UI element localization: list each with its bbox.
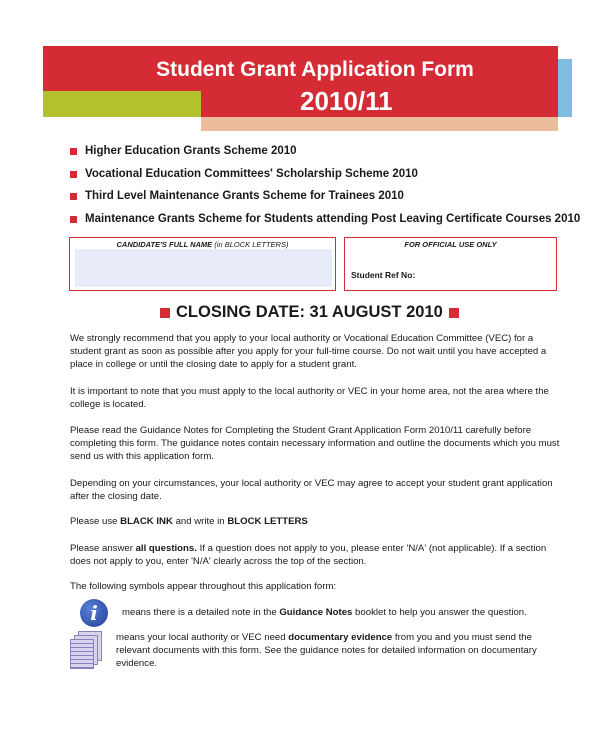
symbols-intro-paragraph: The following symbols appear throughout this application form: bbox=[70, 581, 337, 592]
red-square-bullet-icon bbox=[70, 216, 77, 223]
intro-paragraph: We strongly recommend that you apply to your local authority or Vocational Education Committee (VEC) for a student grant as soon as possible after you apply for your full-time course. Do not wait until you have accepted a place in college or until the closing date to apply for a student grant. bbox=[70, 333, 547, 370]
scheme-item: Vocational Education Committees' Scholarship Scheme 2010 bbox=[70, 168, 580, 191]
info-symbol-description: means there is a detailed note in the Guidance Notes booklet to help you answer the question. bbox=[122, 607, 527, 618]
official-use-label: FOR OFFICIAL USE ONLY bbox=[404, 240, 497, 249]
scheme-item: Third Level Maintenance Grants Scheme for Trainees 2010 bbox=[70, 190, 580, 213]
documents-symbol-row bbox=[70, 631, 561, 670]
closing-date-text: CLOSING DATE: 31 AUGUST 2010 bbox=[176, 303, 443, 321]
documents-icon bbox=[70, 631, 106, 669]
candidate-name-field[interactable] bbox=[75, 249, 332, 287]
scheme-list bbox=[70, 145, 580, 235]
scheme-item: Higher Education Grants Scheme 2010 bbox=[70, 145, 580, 168]
red-square-bullet-icon bbox=[70, 148, 77, 155]
candidate-name-box bbox=[69, 237, 336, 291]
red-square-bullet-icon bbox=[70, 171, 77, 178]
header-peach-band bbox=[201, 117, 558, 131]
home-area-paragraph: It is important to note that you must apply to the local authority or VEC in your home area, not the area where the college is located. bbox=[70, 386, 549, 410]
form-title: Student Grant Application Form bbox=[156, 58, 474, 81]
header-green-band bbox=[43, 91, 201, 117]
closing-date bbox=[160, 303, 459, 322]
official-use-box bbox=[344, 237, 557, 291]
late-application-paragraph: Depending on your circumstances, your local authority or VEC may agree to accept your student grant application after the closing date. bbox=[70, 478, 553, 502]
red-square-icon bbox=[449, 308, 459, 318]
candidate-name-label: CANDIDATE'S FULL NAME (in BLOCK LETTERS) bbox=[116, 240, 289, 249]
scheme-item: Maintenance Grants Scheme for Students attending Post Leaving Certificate Courses 2010 bbox=[70, 213, 580, 236]
header-blue-band bbox=[558, 59, 572, 117]
answer-instruction-paragraph: Please answer all questions. If a question does not apply to you, please enter 'N/A' (not applicable). If a section does not apply to you, enter 'N/A' clearly across the top of the section. bbox=[70, 543, 547, 567]
documents-symbol-description: means your local authority or VEC need documentary evidence from you and you must send the relevant documents with this form. See the guidance notes for detailed information on documentary evidence. bbox=[116, 632, 537, 669]
red-square-icon bbox=[160, 308, 170, 318]
form-year: 2010/11 bbox=[300, 86, 393, 116]
guidance-notes-paragraph: Please read the Guidance Notes for Completing the Student Grant Application Form 2010/11 carefully before completing this form. The guidance notes contain necessary information and outline the documents which you must send us with this application form. bbox=[70, 425, 560, 462]
info-symbol-row bbox=[70, 599, 567, 627]
student-ref-label: Student Ref No: bbox=[351, 270, 416, 280]
ink-instruction-paragraph: Please use BLACK INK and write in BLOCK LETTERS bbox=[70, 516, 308, 527]
info-icon: i bbox=[80, 599, 108, 627]
red-square-bullet-icon bbox=[70, 193, 77, 200]
